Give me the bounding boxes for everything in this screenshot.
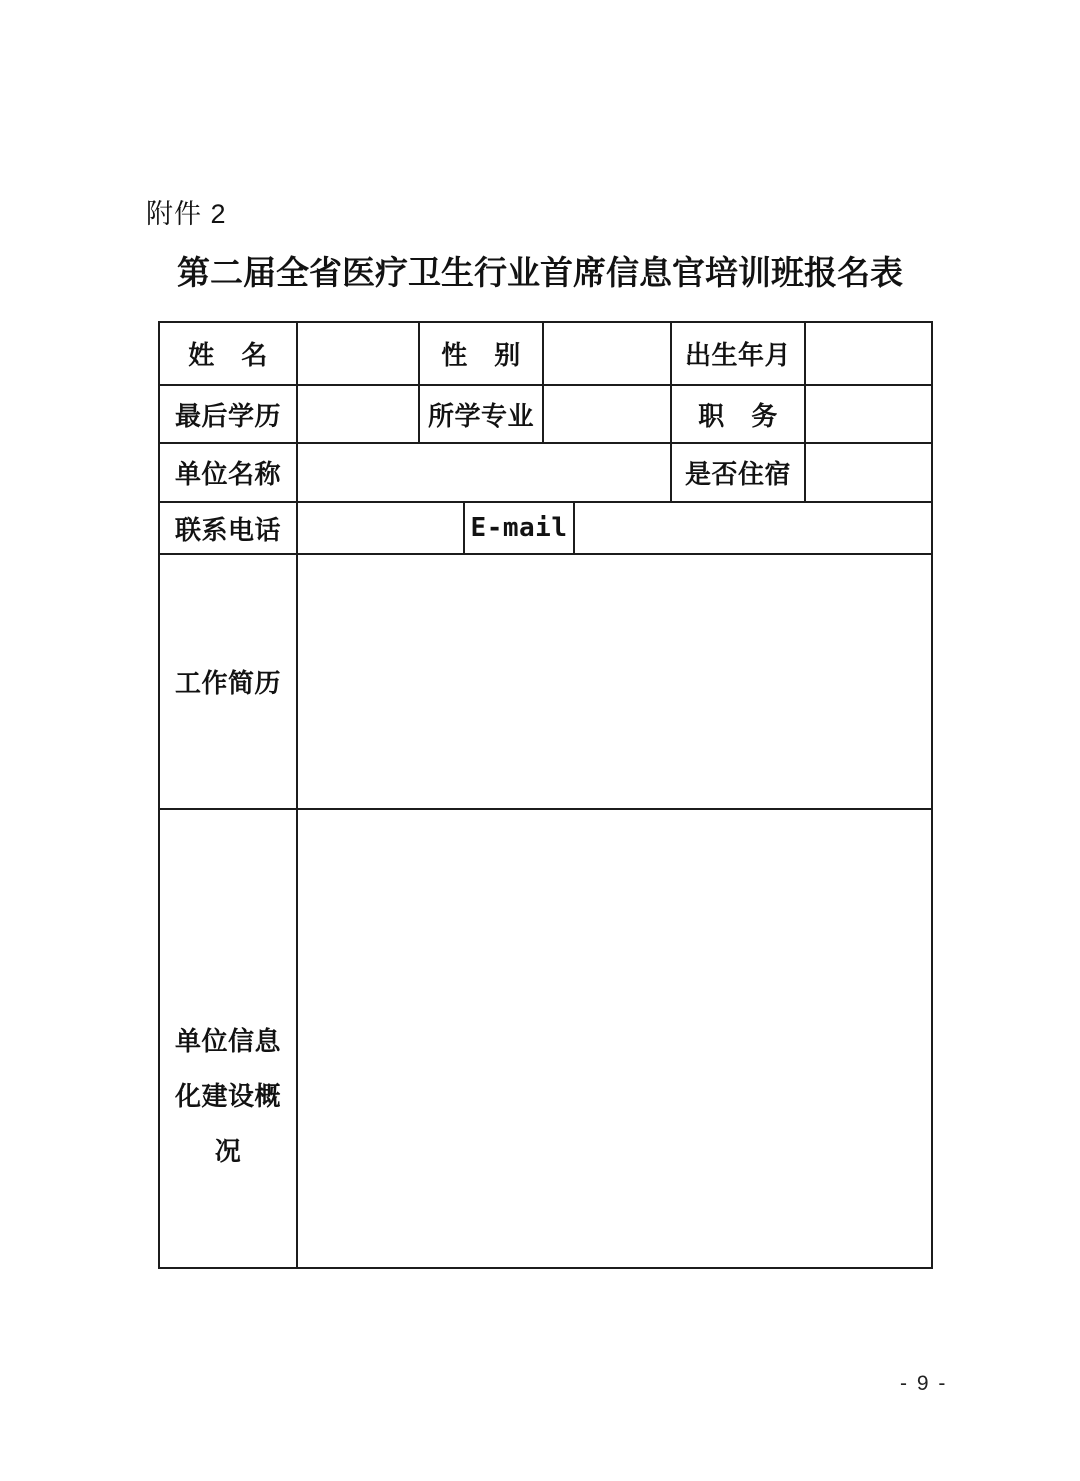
unit-info-value-cell <box>297 809 932 1268</box>
attachment-label: 附件 2 <box>146 199 227 229</box>
table-row <box>159 809 932 1268</box>
work-resume-label-cell: 工作简历 <box>159 554 297 809</box>
page-number: - 9 - <box>900 1372 948 1395</box>
position-value-cell <box>805 385 932 443</box>
table-row <box>159 322 932 385</box>
major-value-cell <box>543 385 671 443</box>
birth-date-label-cell: 出生年月 <box>671 322 805 385</box>
table-row <box>159 554 932 809</box>
education-label-cell: 最后学历 <box>159 385 297 443</box>
birth-date-value-cell <box>805 322 932 385</box>
unit-info-label-line1: 单位信息 <box>174 1026 281 1056</box>
gender-label-cell: 性 别 <box>419 322 543 385</box>
name-value-cell <box>297 322 419 385</box>
unit-info-label-line2: 化建设概 <box>174 1081 281 1111</box>
table-row <box>159 502 932 554</box>
email-label-cell: E-mail <box>464 502 574 554</box>
phone-value-cell <box>297 502 464 554</box>
position-label-cell: 职 务 <box>671 385 805 443</box>
work-resume-value-cell <box>297 554 932 809</box>
education-value-cell <box>297 385 419 443</box>
lodging-label-cell: 是否住宿 <box>671 443 805 502</box>
email-value-cell <box>574 502 932 554</box>
phone-label-cell: 联系电话 <box>159 502 297 554</box>
unit-info-label-cell <box>159 809 297 1268</box>
lodging-value-cell <box>805 443 932 502</box>
name-label-cell: 姓 名 <box>159 322 297 385</box>
table-row <box>159 443 932 502</box>
registration-form-table <box>158 321 933 1269</box>
unit-name-label-cell: 单位名称 <box>159 443 297 502</box>
unit-info-label-line3: 况 <box>214 1136 242 1166</box>
unit-name-value-cell <box>297 443 671 502</box>
page-title: 第二届全省医疗卫生行业首席信息官培训班报名表 <box>177 253 903 292</box>
major-label-cell: 所学专业 <box>419 385 543 443</box>
gender-value-cell <box>543 322 671 385</box>
table-row <box>159 385 932 443</box>
